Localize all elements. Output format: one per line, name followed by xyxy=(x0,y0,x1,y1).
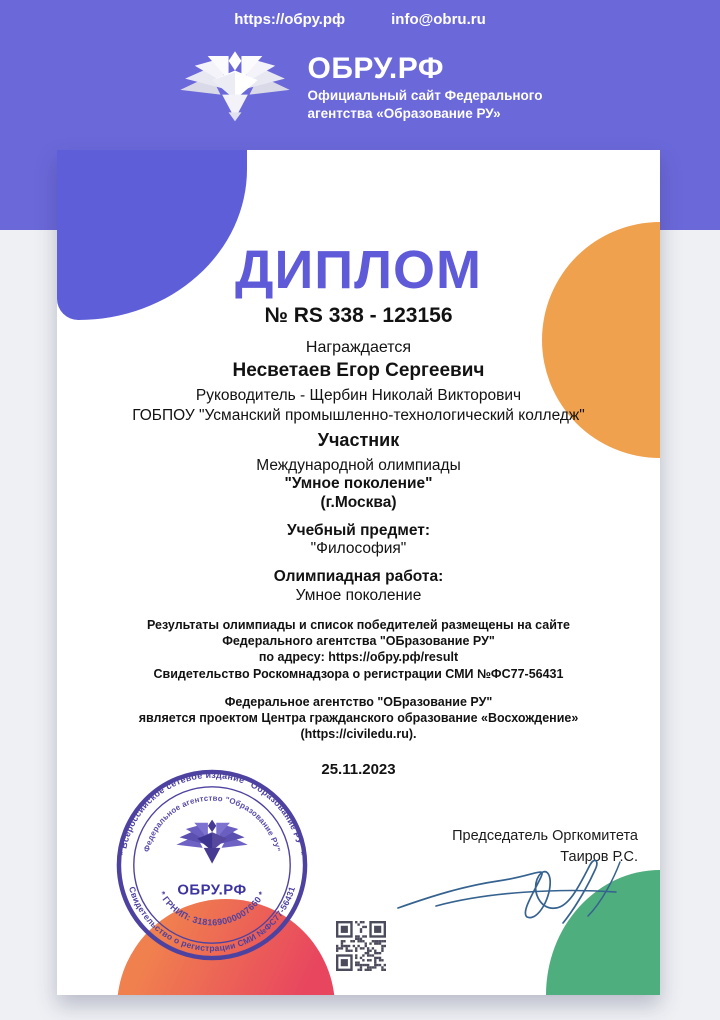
site-url-link[interactable]: https://обру.рф xyxy=(234,11,346,28)
recipient-name: Несветаев Егор Сергеевич xyxy=(232,360,485,381)
work-value: Умное поколение xyxy=(295,586,422,604)
agency-line-3: (https://civiledu.ru). xyxy=(300,727,417,742)
awarded-label: Награждается xyxy=(305,339,412,356)
results-line-4: Свидетельство Роскомнадзора о регистрации СМИ №ФС77-56431 xyxy=(153,666,564,681)
brand-logo-row xyxy=(0,48,720,127)
brand-subtitle-line2: агентства «Образование РУ» xyxy=(307,105,501,121)
event-city: (г.Москва) xyxy=(320,493,397,511)
brand-title: ОБРУ.РФ xyxy=(307,51,444,85)
stamp-brand-text: ОБРУ.РФ xyxy=(177,882,247,899)
stamp-inner-top-text: Федеральное агентство "Образование РУ" xyxy=(142,793,282,853)
stamp-outer-bottom-text: Свидетельство о регистрации СМИ №ФС77-56431 xyxy=(126,885,298,954)
stamp-inner-bottom-text: * ГРНИП: 318169000007660 * xyxy=(157,889,267,928)
work-label: Олимпиадная работа: xyxy=(273,568,444,586)
certificate-number: № RS 338 - 123156 xyxy=(264,304,453,327)
event-type: Международной олимпиады xyxy=(256,457,461,474)
subject-label: Учебный предмет: xyxy=(287,521,430,539)
agency-line-1: Федеральное агентство "ОБразование РУ" xyxy=(224,694,493,709)
brand-subtitle-line1: Официальный сайт Федерального xyxy=(307,88,543,104)
issue-date: 25.11.2023 xyxy=(321,760,396,778)
results-line-2: Федерального агентства "ОБразование РУ" xyxy=(222,634,495,649)
signature-name: Таиров Р.С. xyxy=(560,848,638,865)
results-line-3: по адресу: https://обру.рф/result xyxy=(258,650,459,665)
header-links xyxy=(0,11,720,28)
official-stamp xyxy=(113,766,311,964)
agency-note xyxy=(57,694,660,743)
stamp-outer-top-text: * Всероссийское сетевое издание "Образование РУ" * xyxy=(117,769,307,856)
qr-code xyxy=(336,921,386,971)
status-title: Участник xyxy=(317,430,400,450)
results-note xyxy=(57,617,660,682)
certificate-title: ДИПЛОМ xyxy=(235,240,482,300)
subject-value: "Философия" xyxy=(310,540,407,558)
stamp-bird-icon xyxy=(176,820,247,864)
bird-logo-icon xyxy=(178,48,292,127)
certificate-card xyxy=(57,150,660,995)
signature-role: Председатель Оргкомитета xyxy=(452,828,638,844)
results-line-1: Результаты олимпиады и список победителей размещены на сайте xyxy=(147,617,570,632)
event-name: "Умное поколение" xyxy=(284,475,433,493)
supervisor-line: Руководитель - Щербин Николай Викторович xyxy=(195,387,522,404)
agency-line-2: является проектом Центра гражданского образование «Восхождение» xyxy=(138,711,579,726)
signature-stroke xyxy=(392,850,644,936)
institution-line: ГОБПОУ "Усманский промышленно-технологический колледж" xyxy=(132,407,585,424)
email-link[interactable]: info@obru.ru xyxy=(391,11,486,28)
